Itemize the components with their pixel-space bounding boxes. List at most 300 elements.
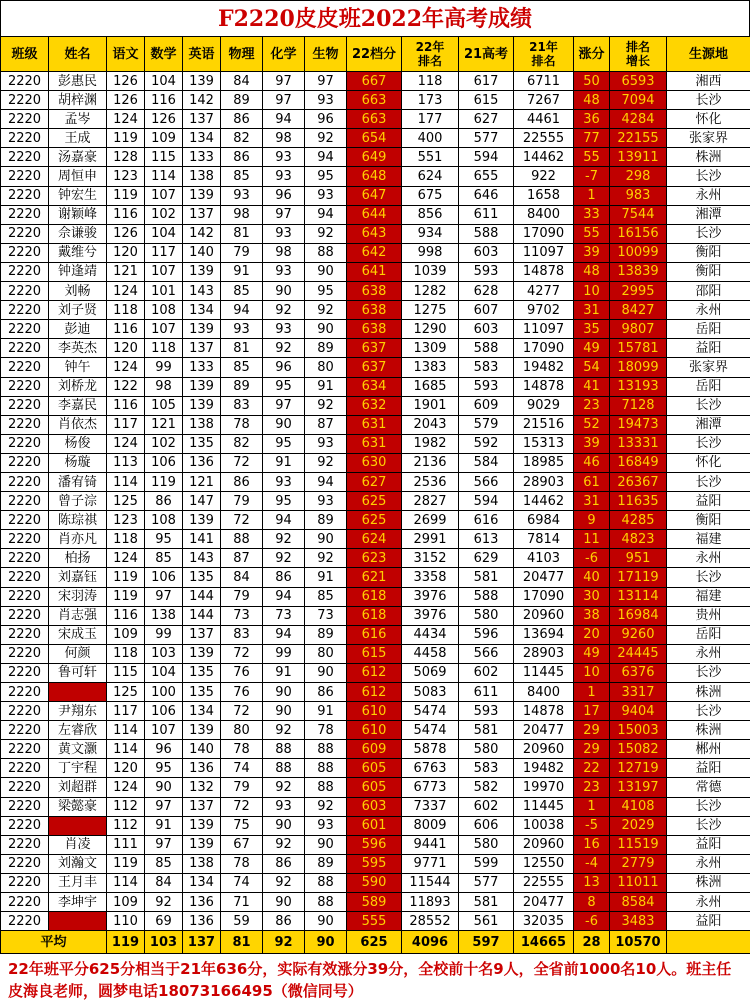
table-row	[1, 243, 750, 262]
table-cell: 603	[347, 797, 402, 816]
table-cell: 61	[574, 472, 610, 491]
table-cell: 3976	[402, 606, 459, 625]
table-cell: 139	[183, 396, 221, 415]
table-cell: 永州	[667, 549, 750, 568]
table-cell: 72	[221, 511, 263, 530]
table-cell: 92	[305, 549, 347, 568]
footer-note: 22年班平分625分相当于21年636分，实际有效涨分39分，全校前十名9人，全省前1000名10人。班主任皮海良老师，圆梦电话18073166495（微信同号）	[0, 954, 750, 1002]
average-cell: 92	[263, 931, 305, 954]
table-cell: 1383	[402, 358, 459, 377]
table-cell: 125	[107, 492, 145, 511]
table-cell: 663	[347, 110, 402, 129]
table-cell: 86	[145, 492, 183, 511]
table-cell: 102	[145, 205, 183, 224]
table-cell: 611	[459, 683, 514, 702]
table-cell: 143	[183, 282, 221, 301]
table-cell: 钟午	[49, 358, 107, 377]
average-cell	[667, 931, 750, 954]
table-row	[1, 72, 750, 91]
table-cell: 94	[221, 301, 263, 320]
table-cell: 90	[145, 778, 183, 797]
table-cell: 123	[107, 167, 145, 186]
table-cell: 福建	[667, 530, 750, 549]
table-cell: 97	[263, 205, 305, 224]
table-cell: 114	[107, 873, 145, 892]
table-cell: 钟逢靖	[49, 262, 107, 281]
table-cell: 623	[347, 549, 402, 568]
table-cell: 80	[305, 358, 347, 377]
table-cell: 91	[305, 377, 347, 396]
table-cell: 138	[183, 167, 221, 186]
table-row	[1, 587, 750, 606]
table-cell: 134	[183, 873, 221, 892]
table-cell: 648	[347, 167, 402, 186]
table-cell: 32035	[514, 912, 574, 931]
table-cell: 汤嘉豪	[49, 148, 107, 167]
table-cell: 88	[305, 740, 347, 759]
table-row	[1, 816, 750, 835]
table-cell: 5069	[402, 663, 459, 682]
table-cell: 2220	[1, 243, 49, 262]
table-cell: 641	[347, 262, 402, 281]
table-cell: 2029	[610, 816, 667, 835]
table-cell: 78	[305, 721, 347, 740]
table-cell: 625	[347, 492, 402, 511]
table-cell: 92	[305, 224, 347, 243]
table-cell: 92	[305, 453, 347, 472]
table-cell: 92	[263, 301, 305, 320]
table-cell: 90	[305, 320, 347, 339]
table-cell: 31	[574, 492, 610, 511]
table-cell: 2220	[1, 893, 49, 912]
table-cell: 566	[459, 472, 514, 491]
table-cell: 20477	[514, 893, 574, 912]
table-cell: 8400	[514, 205, 574, 224]
table-cell: 11635	[610, 492, 667, 511]
table-cell: 137	[183, 797, 221, 816]
table-cell: 4277	[514, 282, 574, 301]
table-row	[1, 339, 750, 358]
table-cell: 杨璇	[49, 453, 107, 472]
column-header: 22档分	[347, 37, 402, 72]
table-cell: 138	[183, 854, 221, 873]
table-cell: 12550	[514, 854, 574, 873]
table-cell: 20960	[514, 740, 574, 759]
table-cell: 15781	[610, 339, 667, 358]
table-cell: 长沙	[667, 797, 750, 816]
table-cell: 5878	[402, 740, 459, 759]
table-cell: 115	[145, 148, 183, 167]
table-row	[1, 644, 750, 663]
table-cell: 138	[145, 606, 183, 625]
table-cell: 长沙	[667, 702, 750, 721]
table-cell: 2995	[610, 282, 667, 301]
table-cell: 126	[107, 91, 145, 110]
table-cell: 11011	[610, 873, 667, 892]
table-cell: 72	[221, 453, 263, 472]
table-cell: 106	[145, 568, 183, 587]
table-cell: 52	[574, 415, 610, 434]
table-cell: 93	[263, 320, 305, 339]
table-cell: 16156	[610, 224, 667, 243]
table-cell: 1	[574, 797, 610, 816]
table-cell: 张家界	[667, 129, 750, 148]
table-cell: 2220	[1, 759, 49, 778]
table-cell: 40	[574, 568, 610, 587]
table-cell: 杨俊	[49, 434, 107, 453]
table-cell: 85	[145, 854, 183, 873]
table-cell: 9441	[402, 835, 459, 854]
table-cell: 柏扬	[49, 549, 107, 568]
table-cell: 彭惠民	[49, 72, 107, 91]
table-cell: 株洲	[667, 148, 750, 167]
table-cell: 92	[263, 778, 305, 797]
table-cell: 581	[459, 893, 514, 912]
table-cell: 93	[263, 472, 305, 491]
table-cell: 1282	[402, 282, 459, 301]
average-cell: 119	[107, 931, 145, 954]
table-cell: 50	[574, 72, 610, 91]
table-cell: 41	[574, 377, 610, 396]
table-row	[1, 472, 750, 491]
table-cell: 鲁可轩	[49, 663, 107, 682]
average-cell: 597	[459, 931, 514, 954]
table-cell: 2220	[1, 262, 49, 281]
table-cell: 95	[263, 434, 305, 453]
table-cell: 139	[183, 644, 221, 663]
table-cell: -6	[574, 549, 610, 568]
table-cell: 肖凌	[49, 835, 107, 854]
table-row	[1, 663, 750, 682]
table-cell: 104	[145, 72, 183, 91]
table-cell: 13	[574, 873, 610, 892]
table-cell: 628	[459, 282, 514, 301]
table-cell: 2220	[1, 721, 49, 740]
table-cell: 551	[402, 148, 459, 167]
table-cell: 39	[574, 434, 610, 453]
table-cell: 643	[347, 224, 402, 243]
table-cell: 6984	[514, 511, 574, 530]
table-cell: 115	[107, 663, 145, 682]
table-cell: 630	[347, 453, 402, 472]
table-cell: 刘超群	[49, 778, 107, 797]
table-cell: 11544	[402, 873, 459, 892]
table-cell: 28903	[514, 472, 574, 491]
table-cell: 675	[402, 186, 459, 205]
table-cell: 615	[459, 91, 514, 110]
average-label: 平均	[1, 931, 107, 954]
table-cell: 95	[305, 282, 347, 301]
table-cell: 2220	[1, 320, 49, 339]
table-cell: 121	[183, 472, 221, 491]
table-cell: 岳阳	[667, 377, 750, 396]
table-cell: -5	[574, 816, 610, 835]
table-cell: 3976	[402, 587, 459, 606]
table-cell: 97	[305, 72, 347, 91]
table-cell: 3483	[610, 912, 667, 931]
table-cell: 118	[402, 72, 459, 91]
table-cell: 92	[263, 873, 305, 892]
table-cell: 长沙	[667, 663, 750, 682]
table-cell: 79	[221, 243, 263, 262]
column-header: 姓名	[49, 37, 107, 72]
table-cell: 177	[402, 110, 459, 129]
table-row	[1, 740, 750, 759]
table-cell: 8400	[514, 683, 574, 702]
table-cell: 益阳	[667, 339, 750, 358]
table-row	[1, 568, 750, 587]
table-cell: 93	[305, 434, 347, 453]
table-cell: 94	[305, 148, 347, 167]
table-cell: 49	[574, 644, 610, 663]
table-cell: 38	[574, 606, 610, 625]
table-cell: 117	[145, 243, 183, 262]
table-cell: 581	[459, 568, 514, 587]
table-cell: 肖志强	[49, 606, 107, 625]
table-cell: 54	[574, 358, 610, 377]
table-row	[1, 377, 750, 396]
table-cell: 2220	[1, 873, 49, 892]
table-cell: 4284	[610, 110, 667, 129]
table-cell: 胡梓渊	[49, 91, 107, 110]
table-cell: 139	[183, 186, 221, 205]
table-cell: 49	[574, 339, 610, 358]
table-cell: 105	[145, 396, 183, 415]
table-cell: 107	[145, 721, 183, 740]
table-cell: 左睿欣	[49, 721, 107, 740]
table-cell: 142	[183, 224, 221, 243]
table-cell: 5083	[402, 683, 459, 702]
table-cell: 长沙	[667, 472, 750, 491]
table-cell: 30	[574, 587, 610, 606]
table-cell: 84	[145, 873, 183, 892]
table-cell: 96	[305, 110, 347, 129]
table-cell: 97	[145, 587, 183, 606]
table-cell: 2220	[1, 148, 49, 167]
table-cell: 94	[305, 472, 347, 491]
table-cell: 74	[221, 873, 263, 892]
table-cell: 593	[459, 262, 514, 281]
table-row	[1, 129, 750, 148]
table-cell: 李坤宇	[49, 893, 107, 912]
table-cell: 73	[221, 606, 263, 625]
table-cell: 13911	[610, 148, 667, 167]
table-cell: 22	[574, 759, 610, 778]
table-cell: 577	[459, 129, 514, 148]
table-cell: 20960	[514, 606, 574, 625]
table-cell: 9	[574, 511, 610, 530]
table-cell: 111	[107, 835, 145, 854]
table-cell: 88	[305, 243, 347, 262]
table-cell	[49, 912, 107, 931]
table-cell	[49, 683, 107, 702]
table-row	[1, 301, 750, 320]
table-cell: 尹翔东	[49, 702, 107, 721]
table-cell: 96	[263, 186, 305, 205]
table-cell: 黄文灏	[49, 740, 107, 759]
table-cell: 3152	[402, 549, 459, 568]
table-cell: 606	[459, 816, 514, 835]
table-cell: 11893	[402, 893, 459, 912]
table-cell: 106	[145, 453, 183, 472]
table-cell: 何颜	[49, 644, 107, 663]
table-row	[1, 511, 750, 530]
table-cell: 1901	[402, 396, 459, 415]
table-cell: 2991	[402, 530, 459, 549]
table-cell: 627	[347, 472, 402, 491]
table-cell: 78	[221, 740, 263, 759]
table-cell: 80	[305, 644, 347, 663]
table-cell: 624	[347, 530, 402, 549]
table-cell: 97	[263, 91, 305, 110]
table-cell: 81	[221, 224, 263, 243]
table-cell: 122	[107, 377, 145, 396]
table-cell: 983	[610, 186, 667, 205]
table-cell: 637	[347, 358, 402, 377]
table-cell: 2220	[1, 167, 49, 186]
table-cell: 621	[347, 568, 402, 587]
table-cell: 86	[221, 148, 263, 167]
table-cell: 4461	[514, 110, 574, 129]
table-cell: 580	[459, 740, 514, 759]
table-cell: 124	[107, 110, 145, 129]
table-cell: 110	[107, 912, 145, 931]
table-cell: 2220	[1, 358, 49, 377]
table-cell: 90	[263, 415, 305, 434]
table-cell: 583	[459, 759, 514, 778]
table-cell: 120	[107, 243, 145, 262]
table-cell: 72	[221, 797, 263, 816]
table-cell: 19482	[514, 358, 574, 377]
table-cell	[49, 816, 107, 835]
table-cell: 139	[183, 511, 221, 530]
table-cell: 99	[145, 358, 183, 377]
table-cell: 124	[107, 549, 145, 568]
table-cell: 589	[347, 893, 402, 912]
table-cell: -7	[574, 167, 610, 186]
table-cell: 91	[263, 453, 305, 472]
table-cell: 91	[145, 816, 183, 835]
table-cell: 4285	[610, 511, 667, 530]
table-cell: 117	[107, 702, 145, 721]
table-cell: 4458	[402, 644, 459, 663]
table-cell: 11097	[514, 320, 574, 339]
table-cell: 114	[107, 472, 145, 491]
table-cell: 112	[107, 816, 145, 835]
table-cell: 8584	[610, 893, 667, 912]
table-cell: 103	[145, 644, 183, 663]
table-cell: 607	[459, 301, 514, 320]
table-cell: 宋羽涛	[49, 587, 107, 606]
table-cell: 94	[263, 625, 305, 644]
table-row	[1, 186, 750, 205]
column-header: 排名 增长	[610, 37, 667, 72]
table-cell: 603	[459, 243, 514, 262]
table-cell: 2136	[402, 453, 459, 472]
table-cell: 118	[107, 644, 145, 663]
table-cell: 136	[183, 893, 221, 912]
table-cell: 11445	[514, 663, 574, 682]
table-cell: 139	[183, 377, 221, 396]
table-cell: 951	[610, 549, 667, 568]
table-cell: 137	[183, 110, 221, 129]
table-cell: 29	[574, 721, 610, 740]
table-cell: 87	[221, 549, 263, 568]
table-cell: 12719	[610, 759, 667, 778]
table-cell: 121	[107, 262, 145, 281]
table-cell: 92	[263, 339, 305, 358]
table-cell: 86	[221, 472, 263, 491]
table-cell: 13193	[610, 377, 667, 396]
table-cell: 143	[183, 549, 221, 568]
table-cell: 592	[459, 434, 514, 453]
table-cell: 75	[221, 816, 263, 835]
table-cell: 92	[263, 549, 305, 568]
table-cell: 益阳	[667, 759, 750, 778]
table-cell: 139	[183, 835, 221, 854]
table-cell: 88	[263, 740, 305, 759]
table-cell: 593	[459, 702, 514, 721]
table-cell: 9404	[610, 702, 667, 721]
table-cell: 55	[574, 148, 610, 167]
table-cell: 李英杰	[49, 339, 107, 358]
table-cell: 2220	[1, 415, 49, 434]
table-cell: 612	[347, 663, 402, 682]
table-row	[1, 893, 750, 912]
table-cell: 655	[459, 167, 514, 186]
table-cell: 14462	[514, 148, 574, 167]
table-cell: 长沙	[667, 396, 750, 415]
table-cell: 1309	[402, 339, 459, 358]
table-cell: 580	[459, 606, 514, 625]
table-cell: 82	[221, 434, 263, 453]
table-cell: 9029	[514, 396, 574, 415]
table-cell: 99	[145, 625, 183, 644]
table-cell: 2220	[1, 186, 49, 205]
table-cell: 133	[183, 358, 221, 377]
table-cell: 140	[183, 740, 221, 759]
column-header: 21高考	[459, 37, 514, 72]
table-cell: 89	[221, 377, 263, 396]
table-cell: 29	[574, 740, 610, 759]
table-cell: 永州	[667, 644, 750, 663]
table-cell: 90	[263, 683, 305, 702]
table-cell: 92	[305, 301, 347, 320]
table-row	[1, 110, 750, 129]
table-cell: 136	[183, 759, 221, 778]
table-cell: 98	[221, 205, 263, 224]
table-cell: 福建	[667, 587, 750, 606]
table-cell: 贵州	[667, 606, 750, 625]
table-cell: 934	[402, 224, 459, 243]
table-cell: 2220	[1, 683, 49, 702]
table-cell: 10	[574, 663, 610, 682]
table-cell: 2220	[1, 530, 49, 549]
table-cell: 144	[183, 587, 221, 606]
table-cell: 95	[263, 492, 305, 511]
table-cell: 139	[183, 72, 221, 91]
table-cell: 100	[145, 683, 183, 702]
table-cell: 116	[107, 606, 145, 625]
table-cell: 35	[574, 320, 610, 339]
table-cell: 28903	[514, 644, 574, 663]
table-cell: 88	[305, 893, 347, 912]
table-row	[1, 549, 750, 568]
table-cell: 93	[263, 262, 305, 281]
table-cell: 93	[305, 492, 347, 511]
table-cell: 73	[305, 606, 347, 625]
table-cell: 609	[347, 740, 402, 759]
